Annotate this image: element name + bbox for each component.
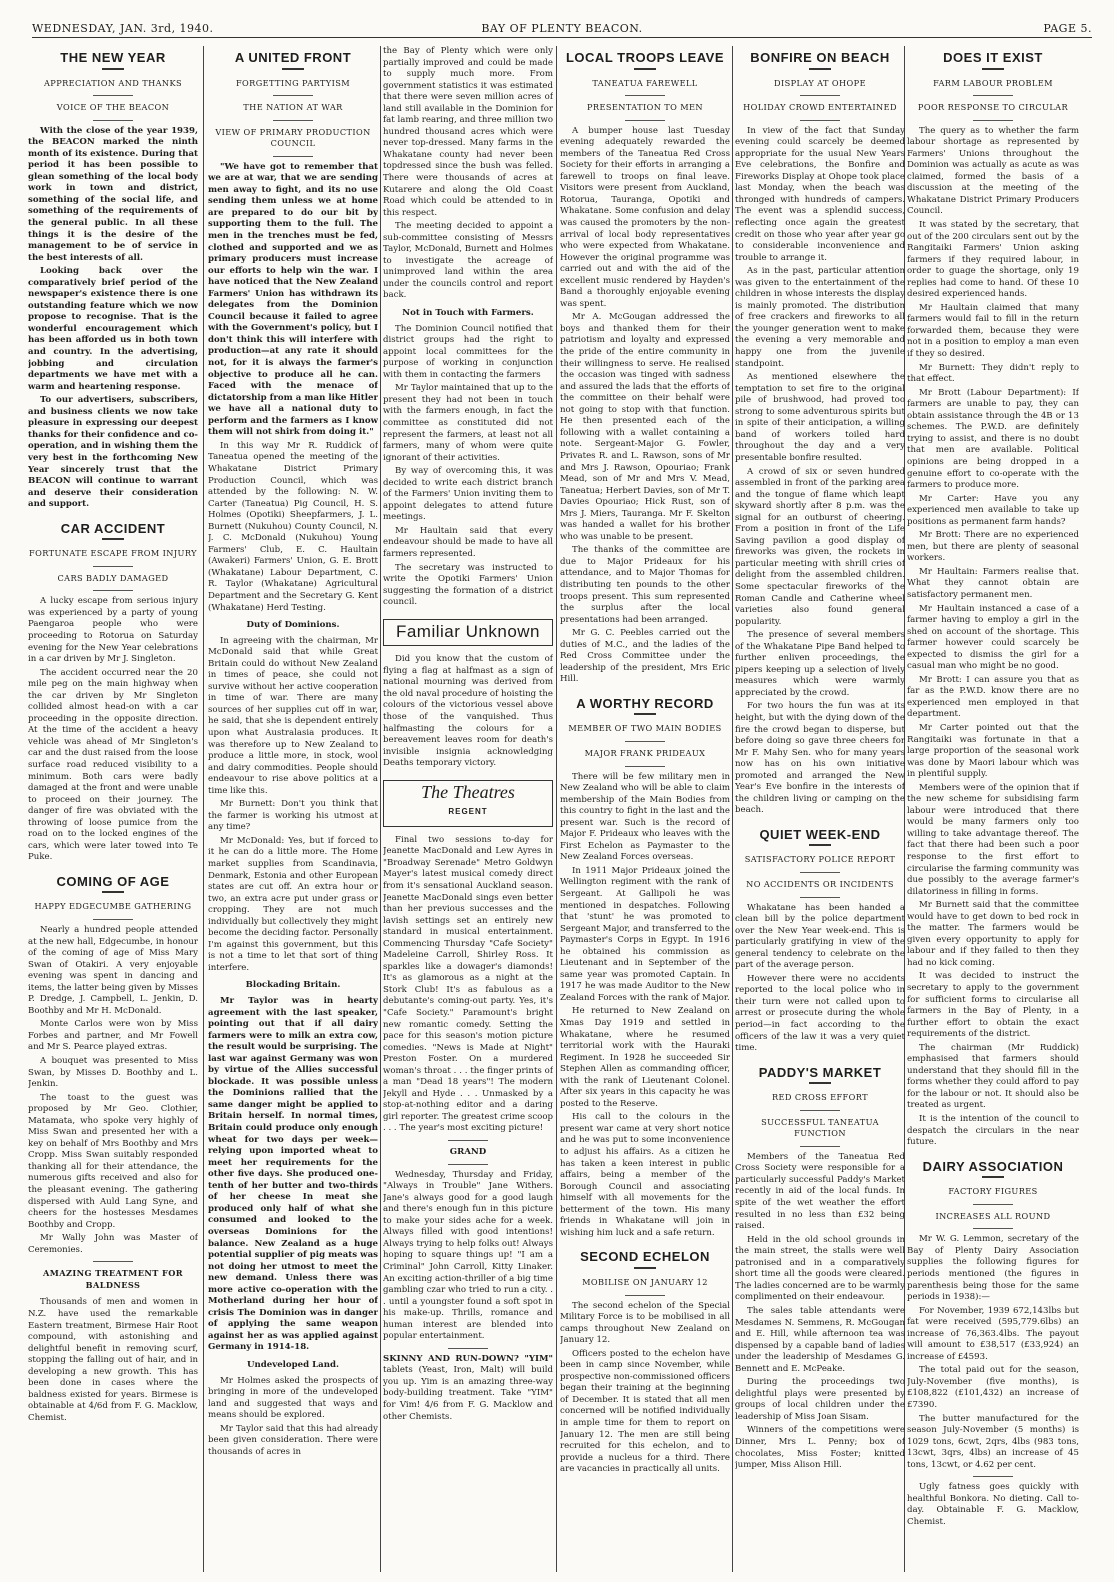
article-subhead: INCREASES ALL ROUND (935, 1210, 1051, 1221)
article-subhead: HAPPY EDGECUMBE GATHERING (34, 901, 192, 912)
paragraph: Mr Burnett said that the committee would have to get down to bed rock in the matter. The farmers would be given every opportunity to apply for labour and if they failed to then they had no kick coming. (907, 900, 1079, 968)
divider (973, 1204, 1013, 1205)
paragraph: Mr A. McGougan addressed the boys and thanked them for their patriotism and loyalty and expressed the pride of the entire community in their willingness to serve. He realised the occasion was tinged with sadness and assured the lads that the efforts of the committee on their behalf were not going to stop with that function. He then presented each of the following with a wallet containing a note. Sergeant-Major G. Fowler, Privates R. and L. Rawson, sons of Mr and Mrs J. Rawson, Opouriao; Frank Mead, son of Mr and Mrs V. Mead, Taneatua; Herbert Davies, son of Mr T. Davies Opouriao; Hick Rust, son of Mrs J. Miers, Tauranga. Mr F. Skelton was handed a wallet for his brother who was unable to be present. (560, 312, 730, 542)
article-headline: BONFIRE ON BEACH (750, 50, 890, 65)
ad-headline: AMAZING TREATMENT FOR BALDNESS (43, 1268, 183, 1290)
column-rule (380, 46, 381, 1572)
divider (93, 1261, 133, 1262)
divider (273, 156, 313, 157)
paragraph: Mr Brott: I can assure you that as far as the P.W.D. know there are no experienced men employed in that department. (907, 674, 1079, 720)
article-subhead: FARM LABOUR PROBLEM (933, 77, 1053, 88)
paragraph: He returned to New Zealand on Xmas Day 1919 and settled in Whakatane, where he resumed territorial work with the Hauraki Regiment. In 1928 he succeeded Sir Stephen Allen as commanding officer, with the rank of Lieutenant Colonel. After six years in this capacity he was posted to the Reserve. (560, 1006, 730, 1109)
paragraph: Mr Haultain: Farmers realise that. What they cannot obtain are satisfactory permanent men. (907, 566, 1079, 600)
divider (273, 95, 313, 96)
article-headline: DOES IT EXIST (943, 50, 1043, 65)
paragraph: Mr G. C. Peebles carried out the duties of M.C., and the ladies of the Red Cross Committee under the leadership of the president, Mrs Eric Hill. (560, 628, 730, 685)
crosshead: Blockading Britain. (245, 980, 341, 991)
paragraph: Did you know that the custom of flying a flag at halfmast as a sign of national mourning was derived from the old naval procedure of hoisting the colours of the victorious vessel above those of the vanquished. Thus halfmasting the colours for a bereavement leaves room for death's invisible insignia acknowledging Deaths temporary victory. (383, 654, 553, 769)
paragraph: Members of the Taneatua Red Cross Society were responsible for a particularly successful Paddy's Market recently in aid of the local funds. In spite of the wet weather the effort resulted in no less than £32 being raised. (735, 1151, 905, 1232)
column-rule (203, 46, 204, 1572)
divider (102, 891, 124, 893)
paragraph: As mentioned elsewhere the temptation to set fire to the original pile of brushwood, had proved too strong to some adventurous spirits but in spite of their anticipation, a willing band of workers toiled hard throughout the day and a very presentable bonfire resulted. (735, 372, 905, 463)
crosshead: Undeveloped Land. (246, 1359, 339, 1370)
divider (973, 1228, 1013, 1229)
paragraph: Mr Wally John was Master of Ceremonies. (28, 1233, 198, 1255)
article-subhead: CARS BADLY DAMAGED (57, 572, 169, 583)
masthead (32, 22, 1092, 38)
article-headline: QUIET WEEK-END (759, 826, 881, 842)
article-subhead: NO ACCIDENTS OR INCIDENTS (746, 879, 894, 889)
divider (800, 1146, 840, 1147)
divider (634, 1267, 656, 1269)
paragraph: Mr Carter: Have you any experienced men available to take up positions as permanent farm hands? (907, 493, 1079, 527)
paragraph: The second echelon of the Special Military Force is to be mobilised in all camps throughout New Zealand on January 12. (560, 1300, 730, 1346)
paragraph: Wednesday, Thursday and Friday, "Always in Trouble" Jane Withers. Jane's always good for a good laugh and there's enough fun in this picture to make your sides ache for a week. Always filled with good intentions! Always trying to help folks out! Always hoping to square things up! "I am a Criminal" John Carroll, Kitty Linaker. An exciting action-thriller of a big time gambling czar who tried to run a city. . . until a youngster found a soft spot in his make-up. Thrills, romance and human interest are blended into popular entertainment. (383, 1169, 553, 1342)
paragraph: The Dominion Council notified that district groups had the right to appoint local committees for the purpose of working in conjunction with them in contacting the farmers (383, 323, 553, 380)
paragraph: In view of the fact that Sunday evening could scarcely be deemed appropriate for the usual New Years Eve celebrations, the Bonfire and Fireworks Display at Ohope took place last Monday, when the beach was thronged with hundreds of campers. The event was a splendid success, reflecting once again the greatest credit on those who year after year go to considerable inconvenience and trouble to arrange it. (735, 125, 905, 263)
divider (93, 95, 133, 96)
divider (800, 897, 840, 898)
paragraph: the Bay of Plenty which were only partially improved and could be made to supply much more. From government statistics it was estimated that there were seven million acres of land still available in the Dominion for fat lamb rearing, and three million two hundred thousand acres which were never top-dressed. Many farms in the Whakatane county had never been topdressed since the bush was felled. There were thousands of acres at Kutarere and along the Old Coast Road which could be attended to in this respect. (383, 46, 553, 218)
paragraph: In this way Mr R. Ruddick of Taneatua opened the meeting of the Whakatane District Primary Production Council, which was attended by the following: N. W. Carter (Taneatua) Pig Council, H. S. Holmes (Opotiki) Sheepfarmers, J. L. Burnett (Nukuhou) County Council, N. J. C. McDonald (Nukuhou) Young Farmers' Club, E. C. Haultain (Awakeri) Farmers' Union, G. E. Brott (Whakatane) Labour Department, C. R. Taylor (Whakatane) Agricultural Department and the Secretary G. Kent (Whakatane) Herd Testing. (208, 440, 378, 613)
article-subhead: THE NATION AT WAR (243, 102, 343, 113)
paragraph: For two hours the fun was at its height, but with the dying down of the fire the crowd began to disperse, but before doing so gave three cheers for Mr F. Mahy Sen. who for many years now has on his own initiative promoted and arranged the New Year's Eve bonfire in the interests of the children living or camping on the beach. (735, 701, 905, 816)
paragraph: During the proceedings two delightful plays were presented by groups of local children under the leadership of Miss Joan Sisam. (735, 1377, 905, 1422)
divider (102, 68, 124, 70)
divider (982, 68, 1004, 70)
article-subhead: FORTUNATE ESCAPE FROM INJURY (29, 548, 197, 559)
paragraph: "We have got to remember that we are at war, that we are sending men away to fight, and its no use sending them unless we at home are prepared to do our bit by supporting them to the full. The men in the trenches must be fed, clothed and supported and we as primary producers must increase our efforts to help win the war. I have noticed that the New Zealand Farmers' Union has withdrawn its delegates from the Dominion Council because it failed to agree with the Government's policy, but I don't think this will interfere with production—at any rate it should not, for it is always the farmer's objective to produce all he can. Faced with the menace of dictatorship from a man like Hitler we have all a national duty to perform and the farmers as I know them will not shirk from doing it." (208, 161, 378, 438)
article-headline: A UNITED FRONT (234, 50, 352, 65)
masthead-page: PAGE 5. (1043, 22, 1092, 35)
divider (625, 766, 665, 767)
paragraph: Mr Taylor said that this had already been given consideration. There were thousands of acres in (208, 1423, 378, 1457)
feature-subtitle: REGENT (448, 807, 488, 817)
paragraph: Mr McDonald: Yes, but if forced to it he can do a little more. The Home market supplies from Scandinavia, Denmark, Estonia and other European states are cut off. An extra hour or two, an extra acre put under grass or cropping. They are not much individually but collectively they might become the deciding factor. Personally I'm against this government, but this is not a time to let that sort of thing interfere. (208, 835, 378, 973)
article-subhead: PRESENTATION TO MEN (587, 102, 703, 113)
paragraph: His call to the colours in the present war came at very short notice and he was put to some inconvenience to adjust his affairs. As a citizen he has taken a keen interest in public affairs, being a member of the Borough Council and associating himself with all movements for the betterment of the town. His many friends in Whakatane will join in wishing him luck and a safe return. (560, 1112, 730, 1238)
paragraph: The sales table attendants were Mesdames N. Semmens, R. McGougan and E. Hill, while afternoon tea was dispensed by a capable band of ladies under the leadership of Mesdames G. Bennett and E. McPeake. (735, 1305, 905, 1374)
article-subhead: MAJOR FRANK PRIDEAUX (584, 747, 706, 758)
column-3 (383, 46, 553, 1572)
paragraph: Mr Brott: There are no experienced men, but there are plenty of seasonal workers. (907, 530, 1079, 564)
article-headline: COMING OF AGE (56, 873, 170, 889)
divider (973, 95, 1013, 96)
paragraph: Final two sessions to-day for Jeanette MacDonald and Lew Ayres in "Broadway Serenade" Metro Goldwyn Mayer's latest musical comedy direct from it's sensational Auckland season. Jeanette MacDonald sings even better than her previous successes and the lavish settings set an entirely new standard in musical entertainment. Commencing Thursday "Cafe Society" Madeleine Carroll, Shirley Ross. It sparkles like a dowager's diamonds! It's as glamorous as a night at the Stork Club! It's as fabulous as a debutante's coming-out party. Yes, it's "Cafe Society." Paramount's bright new romantic comedy. Setting the pace for this season's motion picture comedies. "News is Made at Night" Preston Foster. On a murdered woman's throat . . . the finger prints of a man "Dead 18 years"! The modern Jekyll and Hyde . . . Unmasked by a stop-at-nothing editor and a daring girl reporter. The greatest crime scoop . . . The year's most exciting picture! (383, 834, 553, 1134)
column-5 (735, 46, 905, 1572)
article-headline: LOCAL TROOPS LEAVE (565, 50, 725, 65)
article-subhead: SATISFACTORY POLICE REPORT (744, 854, 896, 865)
divider (625, 741, 665, 742)
article-subhead: VIEW OF PRIMARY PRODUCTION COUNCIL (215, 126, 371, 149)
divider (448, 1348, 488, 1349)
divider (809, 1082, 831, 1084)
divider (800, 1110, 840, 1111)
paragraph: Mr Haultain claimed that many farmers would fail to fill in the return forwarded them, because they were not in a position to employ a man even if they so desired. (907, 302, 1079, 360)
paragraph: Held in the old school grounds in the main street, the stalls were well patronised and in a comparatively short time all the goods were cleared. The ladies concerned are to be warmly complimented on their endeavour. (735, 1234, 905, 1303)
article-subhead: MEMBER OF TWO MAIN BODIES (568, 723, 722, 734)
article-subhead: FACTORY FIGURES (948, 1186, 1038, 1197)
paragraph: Officers posted to the echelon have been in camp since November, while prospective non-commissioned officers began their training at the beginning of December. It is stated that all men concerned will be notified individually in ample time for them to report on January 12. The men are still being recruited for this echelon, and to provide a nucleus for a third. There are vacancies in practically all units. (560, 1348, 730, 1475)
article-subhead: POOR RESPONSE TO CIRCULAR (917, 102, 1069, 113)
article-subhead: RED CROSS EFFORT (771, 1092, 869, 1103)
paragraph: Monte Carlos were won by Miss Forbes and partner, and Mr Fowell and Mr S. Pearce played extras. (28, 1019, 198, 1053)
paragraph: Whakatane has been handed a clean bill by the police department over the New Year week-end. This is particularly gratifying in view of the general tendency to celebrate on the part of the average person. (735, 902, 905, 971)
paragraph: The query as to whether the farm labour shortage as represented by Farmers' Unions throughout the Dominion was actually as acute as was claimed, formed the basis of a discussion at the meeting of the Whakatane District Primary Producers Council. (907, 125, 1079, 217)
paragraph: The secretary was instructed to write the Opotiki Farmers' Union suggesting the formation of a district council. (383, 562, 553, 608)
divider (93, 120, 133, 121)
paragraph: Members were of the opinion that if the new scheme for subsidising farm labour were introduced that there would be many farmers only too willing to take advantage thereof. The fact that there had been such a poor response to the first effort to circularise the farming community was due possibly to the average farmer's dilatoriness in filling in forms. (907, 782, 1079, 897)
paragraph: As in the past, particular attention was given to the entertainment of the children in whose interests the display is mainly promoted. The distribution of free crackers and fireworks to all the younger generation went to make the evening a very memorable and happy one from the juvenile standpoint. (735, 266, 905, 369)
paragraph: In agreeing with the chairman, Mr McDonald said that while Great Britain could do without New Zealand in times of peace, she could not survive without her active cooperation in time of war. There are many sources of her supplies cut off in war, he said, that she is dependent entirely upon what Australasia produces. It was therefore up to New Zealand to produce a little more, in stock, wool and dairy commodities. People should endeavour to rise above politics at a time like this. (208, 635, 378, 796)
masthead-paper: BAY OF PLENTY BEACON. (481, 22, 643, 35)
column-6 (907, 46, 1079, 1572)
paragraph: Mr Haultain said that every endeavour should be made to have all farmers represented. (383, 525, 553, 559)
paragraph: Mr Holmes asked the prospects of bringing in more of the undeveloped land and suggested that ways and means should be explored. (208, 1375, 378, 1421)
article-subhead: HOLIDAY CROWD ENTERTAINED (743, 102, 897, 113)
divider (973, 1476, 1013, 1477)
paragraph: Looking back over the comparatively brief period of the newspaper's existence there is one outstanding feature which we now propose to recognise. That is the wonderful encouragement which has been afforded us in both town and country. In the advertising, jobbing and circulation departments we have met with a warm and heartening response. (28, 266, 198, 392)
article-subhead: VOICE OF THE BEACON (56, 102, 170, 113)
column-rule (732, 46, 733, 1572)
paragraph: In 1911 Major Prideaux joined the Wellington regiment with the rank of Sergeant. At Gallipoli he was mentioned in despatches. Following that 'stunt' he was promoted to Sergeant Major, and transferred to the Paymaster's Corps in Egypt. In 1916 he obtained his commission as Lieutenant and in September of the same year was promoted Captain. In 1917 he was made Auditor to the New Zealand Forces with the rank of Major. (560, 865, 730, 1003)
divider (625, 1295, 665, 1296)
paragraph: It was stated by the secretary, that out of the 200 circulars sent out by the Rangitaiki Farmers' Union asking farmers if they required labour, in order to guage the shortage, only 19 replies had come to hand. Of these 10 desired experienced hands. (907, 220, 1079, 300)
column-2 (208, 46, 378, 1572)
article-subhead: TANEATUA FAREWELL (592, 77, 698, 88)
crosshead: Duty of Dominions. (246, 620, 340, 631)
article-headline: CAR ACCIDENT (60, 520, 166, 536)
divider (625, 95, 665, 96)
paragraph: Ugly fatness goes quickly with healthful Bonkora. No dieting. Call to-day. Obtainable F. G. Macklow, Chemist. (907, 1482, 1079, 1527)
paragraph: A crowd of six or seven hundred assembled in front of the parking area and the tongue of flame which leapt skyward shortly after 8 p.m. was the signal for an outburst of cheering. From a position in front of the Life Saving pavilion a good display of fireworks was given, the rockets in particular meeting with shrill cries of delight from the assembled children. Some spectacular fireworks of the Roman Candle and Catherine wheel varieties also found general popularity. (735, 466, 905, 627)
article-headline: THE NEW YEAR (60, 50, 166, 65)
paragraph: Mr Carter pointed out that the Rangitaiki was fortunate in that a large proportion of the seasonal work was done by Maori labour which was in plentiful supply. (907, 722, 1079, 780)
divider (273, 120, 313, 121)
divider (809, 844, 831, 846)
divider (93, 919, 133, 920)
crosshead: Not in Touch with Farmers. (402, 308, 534, 319)
masthead-date: WEDNESDAY, JAN. 3rd, 1940. (32, 22, 214, 35)
divider (973, 120, 1013, 121)
paragraph: There will be few military men in New Zealand who will be able to claim membership of the Main Bodies from this country to fight in the last and the present war. Such is the record of Major F. Prideaux who leaves with the First Echelon as Paymaster to the New Zealand Forces overseas. (560, 771, 730, 863)
divider (634, 68, 656, 70)
paragraph: A bumper house last Tuesday evening adequately rewarded the members of the Taneatua Red Cross Society for their efforts in arranging a farewell to troops on final leave. Visitors were present from Auckland, Rotorua, Tauranga, Opotiki and Whakatane. Some confusion and delay was caused the promoters by the non-arrival of local body representatives who were expected from Whakatane. However the original programme was carried out and with the aid of the excellent music rendered by Hayden's Band a thoroughly enjoyable evening was spent. (560, 125, 730, 309)
divider (800, 872, 840, 873)
divider (625, 120, 665, 121)
feature-title: The Theatres (421, 781, 515, 802)
article-headline: A WORTHY RECORD (576, 695, 714, 711)
paragraph: Mr Burnett: They didn't reply to that effect. (907, 362, 1079, 385)
paragraph: Thousands of men and women in N.Z. have used the remarkable Eastern treatment, Birmese Hair Root compound, with astonishing and delightful benefit in removing scurf, stopping the falling out of hair, and in developing a new growth. This has been done in cases where the baldness existed for years. Birmese is obtainable at 4/6d from F. G. Macklow, Chemist. (28, 1297, 198, 1423)
divider (809, 68, 831, 70)
divider (93, 566, 133, 567)
paragraph: A lucky escape from serious injury was experienced by a party of young Paengaroa people who were proceeding to Rotorua on Saturday evening for the New Year celebrations in a car driven by Mr J. Singleton. (28, 596, 198, 665)
article-headline: DAIRY ASSOCIATION (922, 1158, 1064, 1174)
divider (800, 95, 840, 96)
paragraph: The meeting decided to appoint a sub-committee consisting of Messrs Taylor, McDonald, Burnett and Holmes to investigate the acreage of unimproved land within the area under the councils control and report back. (383, 221, 553, 301)
feature-header (383, 619, 553, 647)
column-1 (28, 46, 198, 1572)
paragraph: Mr Brott (Labour Department): If farmers are unable to pay, they can obtain assistance through the 4B or 13 schemes. The P.W.D. are definitely trying to assist, and there is no doubt that men are available. Political opinions are being dropped in a genuine effort to co-operate with the farmers to produce more. (907, 387, 1079, 491)
crosshead: GRAND (449, 1147, 487, 1158)
paragraph: The accident occurred near the 20 mile peg on the main highway when the car driven by Mr Singleton collided almost head-on with a car proceeding in the opposite direction. At the time of the accident a heavy vehicle was ahead of Mr Singleton's car and the dust raised from the loose surface road reduced visibility to a minimum. Both cars were badly damaged at the front and were unable to proceed on their journey. The danger of fire was obviated with the throwing of loose pumice from the road on to the locked engines of the cars, which were later towed into Te Puke. (28, 667, 198, 863)
paragraph: A bouquet was presented to Miss Swan, by Misses D. Boothby and L. Jenkin. (28, 1056, 198, 1090)
paragraph: The thanks of the committee are due to Major Prideaux for his attendance, and to Major Thomas for distributing ten pounds to the other troops present. This sum represented the surplus after the local presentations had been arranged. (560, 545, 730, 625)
paragraph: Nearly a hundred people attended at the new hall, Edgecumbe, in honour of the coming of age of Miss Mary Swan of Otakiri. A very enjoyable evening was spent in dancing and items, the latter being given by Misses P. Dredge, J. Campbell, L. Jenkin, D. Boothby and Mr H. McDonald. (28, 925, 198, 1016)
paragraph: Mr Taylor was in hearty agreement with the last speaker, pointing out that if all dairy farmers were to milk an extra cow, the result would be surprising. The last war against Germany was won by virtue of the Allies successful blockade. It was possible unless the Dominions rallied that the same danger might be applied to Britain herself. In normal times, Britain could produce only enough wheat for two days per week—relying upon imported wheat to meet her requirements for the other five days. She produced one-tenth of her butter and two-thirds of her cheese In meat she produced only half of what she consumed and looked to the overseas Dominions for the balance. New Zealand as a huge potential supplier of pig meats was not doing her utmost to meet the new demand. Unless there was more active co-operation with the Motherland during her hour of crisis The Dominion was in danger of applying the same weapon against her as was applied against Germany in 1914-18. (208, 996, 378, 1353)
divider (634, 713, 656, 715)
paragraph: However there were no accidents reported to the local police who in their turn were not called upon to arrest or prosecute during the whole period—in fact according to the officers of the law it was a very quiet time. (735, 973, 905, 1054)
article-subhead: FORGETTING PARTYISM (235, 77, 351, 88)
ad-text: tablets (Yeast, Iron, Malt) will build you up. Yim is an amazing three-way body-building treatment. Take "YIM" for Vim! 4/6 from F. G. Macklow and other Chemists. (383, 1365, 553, 1422)
article-headline: PADDY'S MARKET (758, 1064, 882, 1080)
divider (448, 1140, 488, 1141)
paragraph: The total paid out for the season, July-November (five months), is £108,822 (£101,432) an increase of £7390. (907, 1365, 1079, 1410)
feature-header (383, 780, 553, 827)
paragraph: With the close of the year 1939, the BEACON marked the ninth month of its existence. During that period it has been possible to glean something of the local body work in town and district, something of the social life, and something of the requirements of the general public. In all these things it is the desire of the management to be of service in the best interests of all. (28, 125, 198, 263)
divider (102, 538, 124, 540)
paragraph: The chairman (Mr Ruddick) emphasised that farmers should understand that they should fill in the forms whether they could afford to pay for the labour or not. It should also be treated as urgent. (907, 1042, 1079, 1111)
paragraph: To our advertisers, subscribers, and business clients we now take pleasure in expressing our deepest thanks for their confidence and co-operation, and in wishing them the very best in the forthcoming New Year sincerely trust that the BEACON will continue to warrant and deserve their consideration and support. (28, 395, 198, 510)
paragraph: Mr Haultain instanced a case of a farmer having to employ a girl in the shed on account of the shortage. This farmer however could scarcely be expected to dismiss the girl for a casual man who might be no good. (907, 603, 1079, 672)
paragraph: Mr Burnett: Don't you think that the farmer is working his utmost at any time? (208, 799, 378, 833)
article-subhead: APPRECIATION AND THANKS (43, 77, 183, 88)
article-headline: SECOND ECHELON (580, 1249, 710, 1265)
paragraph: For November, 1939 672,143lbs but fat were received (595,779.6lbs) an increase of 76,363.4lbs. The payout will amount to £38,517 (£33,924) an increase of £4593. (907, 1305, 1079, 1362)
column-rule (556, 46, 557, 1572)
feature-title: Familiar Unknown (395, 621, 541, 641)
article-subhead: MOBILISE ON JANUARY 12 (582, 1276, 708, 1287)
divider (448, 1164, 488, 1165)
paragraph: Winners of the competitions were Dinner, Mrs L. Penny; box of chocolates, Miss Foster; knitted jumper, Miss Alison Hill. (735, 1425, 905, 1471)
paragraph: By way of overcoming this, it was decided to write each district branch of the Farmers' Union inviting them to appoint delegates to attend future meetings. (383, 466, 553, 523)
ad-headline: SKINNY AND RUN-DOWN? "YIM" (383, 1353, 553, 1364)
article-subhead: DISPLAY AT OHOPE (774, 77, 866, 88)
paragraph: Mr Taylor maintained that up to the present they had not been in touch with the farmers enough, in fact the committee as constituted did not represent the farmers, at least not all farmers, many of whom were quite ignorant of their activities. (383, 383, 553, 463)
divider (800, 120, 840, 121)
divider (982, 1176, 1004, 1178)
paragraph: The presence of several members of the Whakatane Pipe Band helped to further enliven proceedings, the pipers keeping up a selection of lively measures which were warmly appreciated by the crowd. (735, 630, 905, 698)
column-4 (560, 46, 730, 1572)
divider (282, 68, 304, 70)
paragraph: The butter manufactured for the season July-November (5 months) is 1029 tons, 6cwt, 2qrs, 4lbs (983 tons, 13cwt, 3qrs, 4lbs) an increase of 45 tons, 13cwt, or 4.62 per cent. (907, 1413, 1079, 1470)
paragraph: It is the intention of the council to despatch the circulars in the near future. (907, 1114, 1079, 1148)
divider (93, 590, 133, 591)
article-subhead: SUCCESSFUL TANEATUA FUNCTION (761, 1116, 879, 1139)
paragraph: It was decided to instruct the secretary to apply to the government for sufficient forms to circularise all farmers in the Bay of Plenty, in a further effort to obtain the exact requirements of the district. (907, 971, 1079, 1040)
paragraph (383, 1354, 553, 1423)
paragraph: Mr W. G. Lemmon, secretary of the Bay of Plenty Dairy Association supplies the following figures for periods mentioned (the figures in parenthesis being those for the same periods in 1938):— (907, 1234, 1079, 1303)
paragraph: The toast to the guest was proposed by Mr Geo. Clothier, Matamata, who spoke very highly of Miss Swan and presented her with a key on behalf of Mrs Boothby and Mrs Cropp. Miss Swan suitably responded thanking all for their attendance, the numerous gifts received and also for the pleasant evening. The gathering dispersed with Auld Lang Syne, and cheers for the hostesses Mesdames Boothby and Cropp. (28, 1092, 198, 1230)
